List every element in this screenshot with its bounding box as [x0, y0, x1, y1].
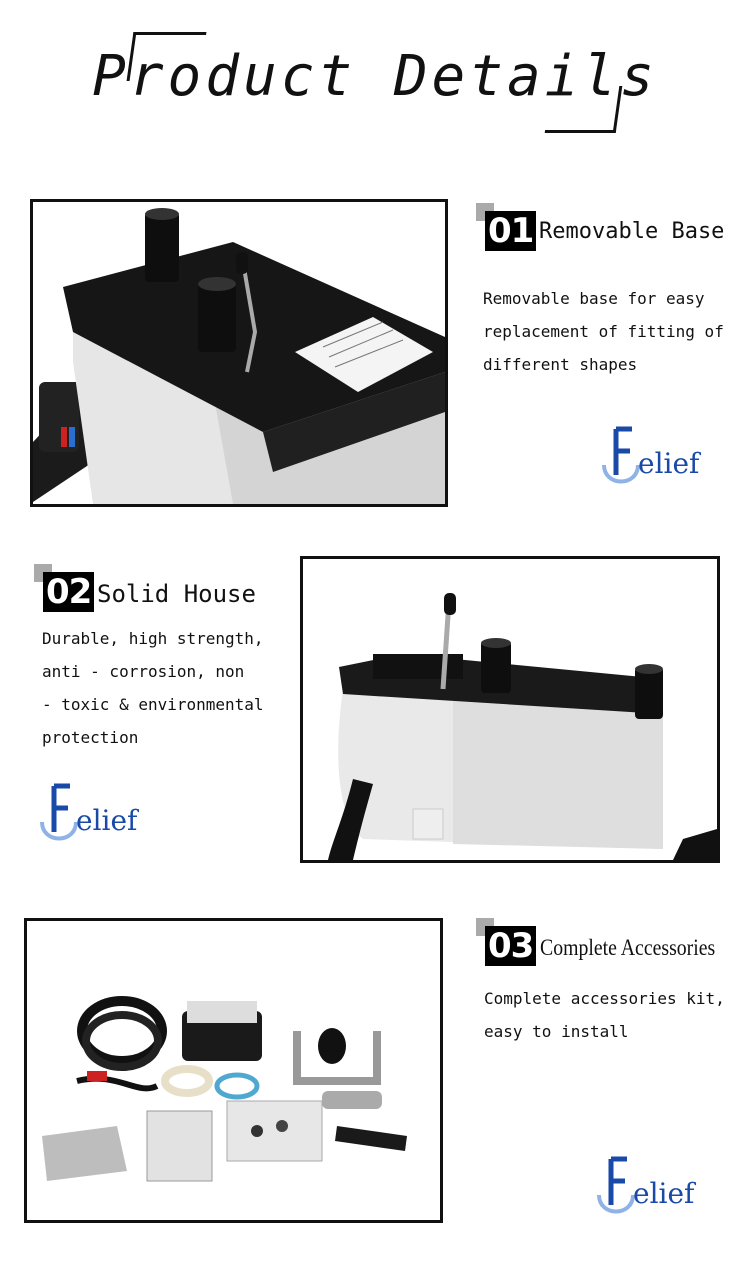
description-line: Durable, high strength, — [42, 629, 264, 648]
section-number-label: 01 — [485, 211, 536, 251]
section-title-complete-accessories: Complete Accessories — [540, 935, 716, 960]
brand-logo-mark-icon — [597, 1155, 637, 1219]
heater-unit-side-illustration — [303, 559, 717, 860]
section-description-complete-accessories — [484, 982, 744, 1048]
description-line: different shapes — [483, 355, 638, 374]
section-number-01 — [485, 211, 536, 251]
page-title: Product Details — [92, 44, 658, 109]
section-description-removable-base — [483, 282, 743, 381]
product-image-accessories-kit — [24, 918, 443, 1223]
description-line: anti - corrosion, non — [42, 662, 245, 681]
accessories-kit-illustration — [27, 921, 440, 1220]
brand-logo-mark-icon — [40, 782, 80, 846]
description-line: easy to install — [484, 1022, 629, 1041]
section-number-label: 03 — [485, 926, 536, 966]
product-image-removable-base — [30, 199, 448, 507]
brand-logo — [40, 782, 150, 842]
description-line: replacement of fitting of — [483, 322, 724, 341]
brand-logo — [602, 425, 712, 485]
product-image-solid-house — [300, 556, 720, 863]
description-line: - toxic & environmental — [42, 695, 264, 714]
brand-logo-mark-icon — [602, 425, 642, 489]
brand-logo-text: elief — [633, 1177, 695, 1210]
brand-logo-text: elief — [76, 804, 138, 837]
description-line: Complete accessories kit, — [484, 989, 725, 1008]
brand-logo-text: elief — [638, 447, 700, 480]
section-number-02 — [43, 572, 94, 612]
description-line: Removable base for easy — [483, 289, 705, 308]
section-title-solid-house: Solid House — [97, 580, 256, 608]
section-title-removable-base: Removable Base — [539, 219, 725, 244]
section-number-03 — [485, 926, 536, 966]
brand-logo — [597, 1155, 707, 1215]
section-description-solid-house — [42, 622, 292, 754]
heater-unit-illustration — [33, 202, 445, 504]
description-line: protection — [42, 728, 139, 747]
section-number-label: 02 — [43, 572, 94, 612]
